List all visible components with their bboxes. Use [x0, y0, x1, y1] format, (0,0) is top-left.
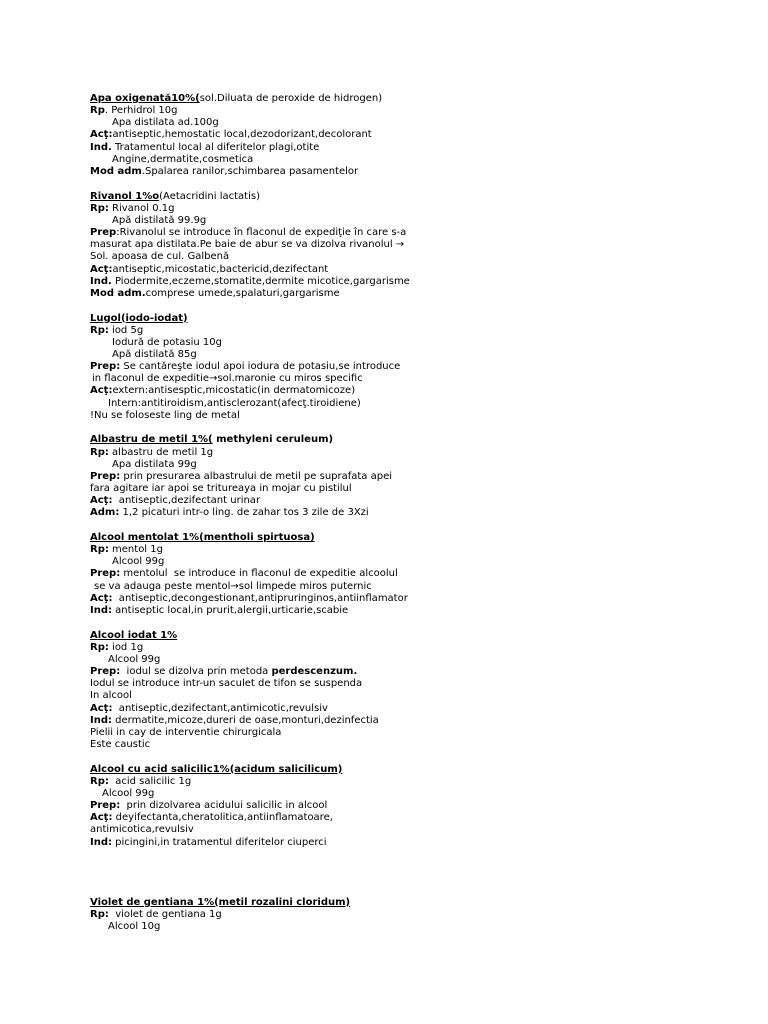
section-subtitle: (Aetacridini lactatis)	[159, 190, 260, 202]
rp-text: iod 1g	[108, 641, 144, 653]
section-alcool-iodat	[90, 630, 750, 752]
ind-text: dermatite,micoze,dureri de oase,monturi,dezinfectia	[112, 714, 379, 726]
ind-text: picingini,in tratamentul diferitelor ciuperci	[112, 836, 327, 848]
prep-line-2: masurat apa distilata.Pe baie de abur se va dizolva rivanolul →	[90, 239, 405, 251]
ind-label: Ind.	[90, 141, 112, 153]
section-title-line	[90, 764, 750, 776]
rp-line-2: Alcool 99g	[102, 787, 155, 799]
rp-text: mentol 1g	[108, 544, 163, 556]
rp-label: Rp:	[90, 908, 109, 920]
section-title-line	[90, 897, 750, 909]
section-title: Lugol(iodo-iodat)	[90, 312, 188, 324]
prep-line	[90, 471, 750, 483]
rp-line-2: Alcool 99g	[108, 653, 161, 665]
prep-line-2: fara agitare iar apoi se tritureaya in mojar cu pistilul	[90, 483, 352, 495]
rp-line-2: Apa distilata 99g	[112, 458, 197, 470]
section-title-line	[90, 191, 750, 203]
section-title-line	[90, 532, 750, 544]
act-line	[90, 703, 750, 715]
document-page	[90, 93, 750, 933]
rp-line-2: Apa distilata ad.100g	[112, 117, 219, 129]
rp-text: Rivanol 0.1g	[108, 202, 175, 214]
prep-label: Prep:	[90, 470, 121, 482]
act-line-2: Intern:antitiroidism,antisclerozant(afecţ.tiroidiene)	[108, 397, 361, 409]
section-subtitle: methyleni ceruleum)	[212, 434, 334, 446]
ind-line-2: Angine,dermatite,cosmetica	[112, 153, 254, 165]
rp-label: Rp:	[90, 544, 109, 556]
spacer	[90, 178, 750, 191]
section-albastru-de-metil	[90, 434, 750, 519]
rp-line-2: Iodură de potasiu 10g	[112, 336, 222, 348]
prep-label: Prep:	[90, 666, 121, 678]
ind-line	[90, 276, 750, 288]
prep-line-2: Iodul se introduce intr-un saculet de tifon se suspenda	[90, 678, 363, 690]
prep-text: :Rivanolul se introduce în flaconul de expediţie în care s-a	[116, 227, 407, 239]
adm-text: 1,2 picaturi intr-o ling. de zahar tos 3 zile de 3Xzi	[119, 507, 369, 519]
act-line-2: antimicotica,revulsiv	[90, 824, 194, 836]
prep-text: prin dizolvarea acidului salicilic in alcool	[120, 800, 328, 812]
rp-label: Rp:	[90, 324, 109, 336]
spacer	[90, 849, 750, 897]
ind-label: Ind:	[90, 836, 112, 848]
ind-label: Ind:	[90, 714, 112, 726]
spacer	[90, 617, 750, 630]
section-title: Alcool mentolat 1%(mentholi spirtuosa)	[90, 532, 315, 543]
rp-text: iod 5g	[108, 324, 144, 336]
section-alcool-mentolat	[90, 532, 750, 617]
rp-line-2: Alcool 10g	[108, 921, 161, 933]
section-title: Rivanol 1%o	[90, 190, 160, 202]
rp-line-2: Alcool 99g	[112, 556, 165, 568]
rp-line	[90, 642, 750, 654]
rp-line	[90, 447, 750, 459]
note-line: Este caustic	[90, 739, 151, 750]
adm-line	[90, 507, 750, 519]
rp-line	[90, 776, 750, 788]
section-title-line	[90, 93, 750, 105]
prep-line-2: se va adauga peste mentol→sol limpede miros puternic	[94, 580, 372, 592]
spacer	[90, 422, 750, 435]
prep-label: Prep:	[90, 800, 121, 812]
act-line	[90, 129, 750, 141]
prep-label: Prep	[90, 227, 117, 239]
section-title-line	[90, 630, 750, 642]
section-title: Albastru de metil 1%(	[90, 434, 213, 446]
act-text: antiseptic,hemostatic local,dezodorizant,decolorant	[112, 129, 372, 141]
rp-line-3: Apă distilată 85g	[112, 348, 197, 360]
prep-text: prin presurarea albastrului de metil pe suprafata apei	[120, 470, 393, 482]
ind-line-2: Pielii in cay de interventie chirurgicala	[90, 726, 282, 738]
mod-label: Mod adm.	[90, 287, 146, 299]
prep-line	[90, 361, 750, 373]
prep-line-3: In alcool	[90, 690, 132, 702]
act-text: antiseptic,dezifectant urinar	[112, 495, 261, 507]
section-title: Violet de gentiana 1%(metil rozalini cloridum)	[90, 896, 351, 908]
act-label: Acţ:	[90, 592, 113, 604]
prep-line	[90, 568, 750, 580]
act-text: antiseptic,dezifectant,antimicotic,revulsiv	[112, 702, 328, 714]
section-title-line	[90, 434, 750, 446]
ind-line	[90, 715, 750, 727]
act-line	[90, 812, 750, 824]
prep-method: perdescenzum.	[271, 666, 358, 678]
act-line	[90, 385, 750, 397]
prep-line	[90, 227, 750, 239]
mod-line	[90, 288, 750, 300]
prep-label: Prep:	[90, 568, 121, 580]
rp-line	[90, 325, 750, 337]
note-line: !Nu se foloseste ling de metal	[90, 409, 240, 421]
act-label: Acţ:	[90, 495, 113, 507]
rp-label: Rp:	[90, 775, 109, 787]
section-subtitle: sol.Diluata de peroxide de hidrogen)	[199, 93, 383, 104]
spacer	[90, 300, 750, 313]
adm-label: Adm:	[90, 507, 120, 519]
mod-label: Mod adm	[90, 165, 142, 177]
section-apa-oxigenata	[90, 93, 750, 178]
ind-line	[90, 605, 750, 617]
prep-line-3: Sol. apoasa de cul. Galbenă	[90, 251, 230, 263]
spacer	[90, 520, 750, 533]
prep-line	[90, 666, 750, 678]
section-title: Apa oxigenată10%(	[90, 93, 200, 104]
spacer	[90, 751, 750, 764]
prep-text: Se cantăreşte iodul apoi iodura de potasiu,se introduce	[120, 361, 401, 373]
rp-text: . Perhidrol 10g	[104, 105, 178, 117]
mod-line	[90, 166, 750, 178]
act-text: antiseptic,micostatic,bactericid,dezifectant	[112, 263, 329, 275]
prep-text: mentolul se introduce in flaconul de expeditie alcoolul	[120, 568, 398, 580]
rp-label: Rp:	[90, 446, 109, 458]
act-text: antiseptic,decongestionant,antipruringinos,antiinflamator	[112, 592, 408, 604]
mod-text: .Spalarea ranilor,schimbarea pasamentelor	[141, 165, 359, 177]
ind-label: Ind:	[90, 604, 112, 616]
ind-line	[90, 142, 750, 154]
act-line	[90, 593, 750, 605]
rp-line	[90, 105, 750, 117]
act-line	[90, 495, 750, 507]
rp-label: Rp	[90, 105, 105, 117]
section-title: Alcool cu acid salicilic1%(acidum salicilicum)	[90, 763, 343, 775]
act-label: Acţ:	[90, 702, 113, 714]
act-line	[90, 264, 750, 276]
act-label: Acţ:	[90, 812, 113, 824]
prep-label: Prep:	[90, 361, 121, 373]
rp-line	[90, 203, 750, 215]
rp-line	[90, 544, 750, 556]
rp-text: albastru de metil 1g	[108, 446, 214, 458]
section-rivanol	[90, 191, 750, 300]
section-alcool-acid-salicilic	[90, 764, 750, 849]
ind-text: Tratamentul local al diferitelor plagi,otite	[111, 141, 320, 153]
ind-label: Ind.	[90, 275, 112, 287]
rp-line-2: Apă distilată 99.9g	[112, 214, 207, 226]
prep-line	[90, 800, 750, 812]
act-text: extern:antisesptic,micostatic(in dermatomicoze)	[112, 385, 356, 397]
mod-text: comprese umede,spalaturi,gargarisme	[145, 287, 340, 299]
section-title-line	[90, 313, 750, 325]
rp-text: acid salicilic 1g	[108, 775, 192, 787]
act-label: Acţ:	[90, 385, 113, 397]
section-title: Alcool iodat 1%	[90, 629, 178, 641]
rp-text: violet de gentiana 1g	[108, 908, 222, 920]
prep-line-2: in flaconul de expeditie→sol.maronie cu miros specific	[92, 373, 363, 385]
ind-text: Piodermite,eczeme,stomatite,dermite micotice,gargarisme	[111, 275, 410, 287]
ind-line	[90, 837, 750, 849]
ind-text: antiseptic local,in prurit,alergii,urticarie,scabie	[112, 604, 349, 616]
rp-line	[90, 909, 750, 921]
rp-label: Rp:	[90, 202, 109, 214]
rp-label: Rp:	[90, 641, 109, 653]
section-lugol	[90, 313, 750, 422]
act-label: Acţ:	[90, 129, 113, 141]
prep-text: iodul se dizolva prin metoda	[120, 666, 272, 678]
section-violet-de-gentiana	[90, 897, 750, 933]
act-text: deyifectanta,cheratolitica,antiinflamatoare,	[112, 812, 333, 824]
act-label: Acţ:	[90, 263, 113, 275]
